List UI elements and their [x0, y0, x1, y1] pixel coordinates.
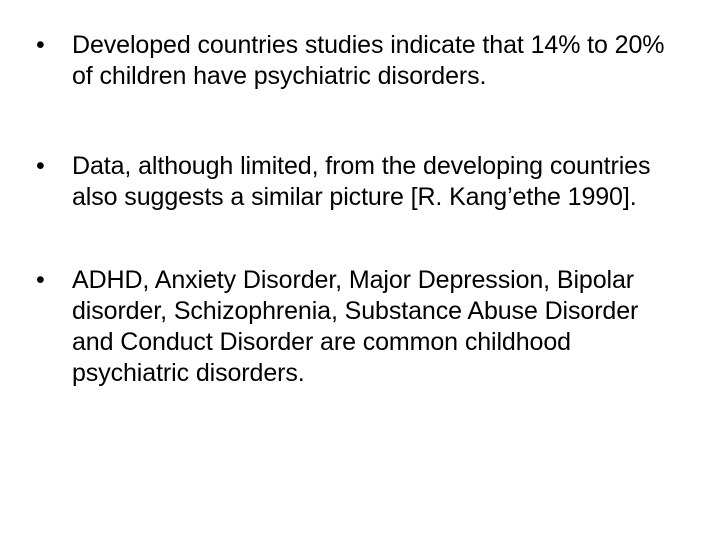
- bullet-text: Data, although limited, from the developing countries also suggests a similar picture [R. Kang’ethe 1990].: [72, 152, 651, 211]
- bullet-marker: •: [36, 266, 45, 294]
- bullet-item-developing-countries: [36, 151, 676, 213]
- bullet-text: ADHD, Anxiety Disorder, Major Depression, Bipolar disorder, Schizophrenia, Substance Abuse Disorder and Conduct Disorder are common childhood psychiatric disorders.: [72, 266, 639, 387]
- bullet-marker: •: [36, 152, 45, 180]
- bullet-marker: •: [36, 31, 45, 59]
- bullet-list: [36, 30, 676, 433]
- bullet-text: Developed countries studies indicate that 14% to 20% of children have psychiatric disorders.: [72, 31, 665, 90]
- bullet-item-common-disorders: [36, 265, 676, 389]
- bullet-item-prevalence-developed: [36, 30, 676, 92]
